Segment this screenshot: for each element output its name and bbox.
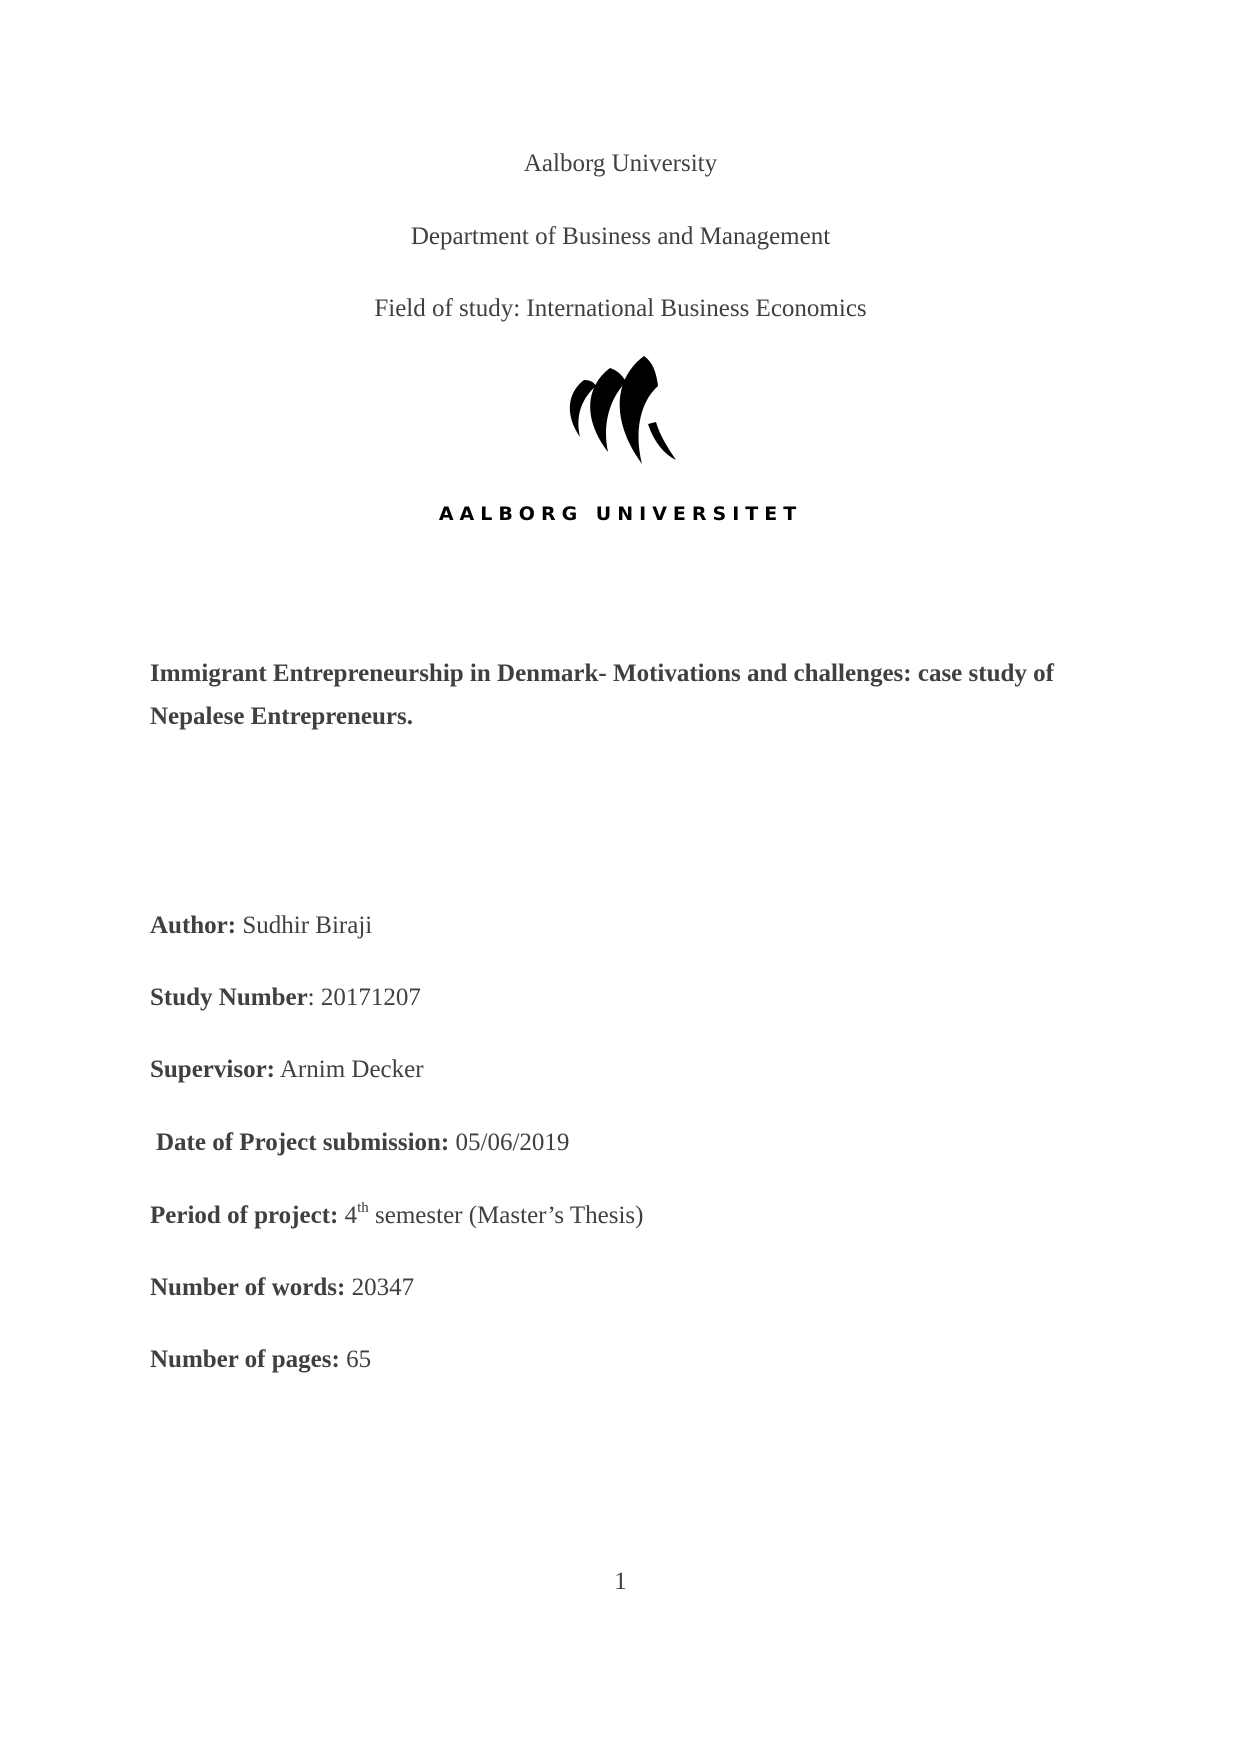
supervisor-value: Arnim Decker	[279, 1056, 424, 1083]
study-number-label: Study Number	[150, 984, 308, 1011]
word-count-label: Number of words:	[150, 1274, 346, 1301]
word-count-value: 20347	[351, 1274, 415, 1301]
page-count-label: Number of pages:	[150, 1346, 340, 1373]
thesis-title	[150, 652, 1100, 738]
thesis-title-line-2: Nepalese Entrepreneurs.	[150, 703, 413, 730]
period-value	[344, 1199, 644, 1229]
study-number-separator: :	[307, 984, 315, 1011]
thesis-title-line-1: Immigrant Entrepreneurship in Denmark- Motivations and challenges: case study of	[150, 660, 1054, 687]
study-number-value: 20171207	[320, 984, 421, 1011]
period-label: Period of project:	[150, 1202, 339, 1229]
supervisor-field	[150, 1055, 424, 1085]
period-ordinal-suffix: th	[357, 1199, 369, 1216]
university-name: Aalborg University	[523, 150, 718, 177]
submission-date-value: 05/06/2019	[455, 1129, 570, 1156]
author-label: Author:	[150, 912, 237, 939]
period-number: 4	[344, 1202, 358, 1229]
submission-date-field	[156, 1128, 569, 1158]
aalborg-university-wave-logo-icon	[560, 352, 682, 474]
supervisor-label: Supervisor:	[150, 1056, 275, 1083]
university-wordmark: AALBORG UNIVERSITET	[438, 503, 803, 525]
field-of-study: Field of study: International Business Economics	[374, 295, 867, 322]
period-field	[150, 1201, 644, 1231]
word-count-field	[150, 1273, 414, 1303]
study-number-field	[150, 983, 421, 1013]
page-count-value: 65	[346, 1346, 372, 1373]
page-number: 1	[614, 1568, 627, 1595]
author-field	[150, 911, 372, 941]
page-count-field	[150, 1345, 371, 1375]
author-value: Sudhir Biraji	[242, 912, 373, 939]
submission-date-label: Date of Project submission:	[156, 1129, 450, 1156]
period-description: semester (Master’s Thesis)	[368, 1202, 644, 1229]
department-name: Department of Business and Management	[410, 223, 831, 250]
